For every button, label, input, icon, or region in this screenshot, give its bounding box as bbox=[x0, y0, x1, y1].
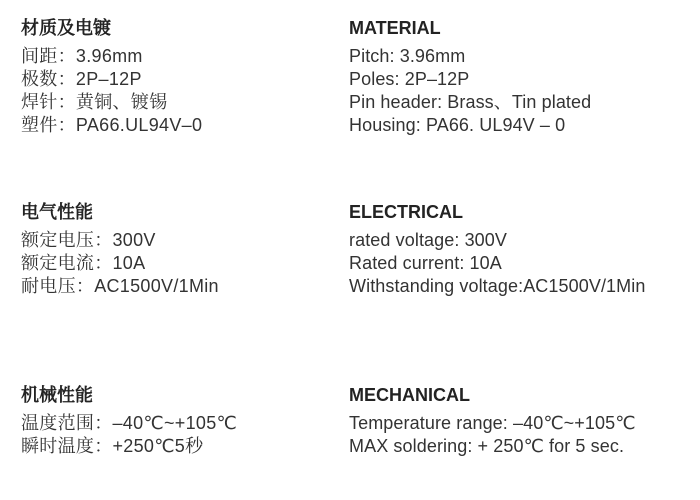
spec-list bbox=[349, 412, 636, 458]
spec-line: Pitch: 3.96mm bbox=[349, 46, 466, 66]
mechanical-section-cn bbox=[21, 384, 237, 458]
spec-line: 额定电流：10A bbox=[21, 253, 146, 273]
material-section-cn bbox=[21, 17, 202, 137]
spec-line: MAX soldering: + 250℃ for 5 sec. bbox=[349, 436, 625, 456]
spec-list bbox=[21, 45, 202, 137]
spec-line: Housing: PA66. UL94V – 0 bbox=[349, 115, 566, 135]
section-heading: 材质及电镀 bbox=[21, 18, 111, 38]
electrical-section-en bbox=[349, 201, 645, 298]
mechanical-section-en bbox=[349, 384, 636, 458]
spec-line: 塑件：PA66.UL94V–0 bbox=[21, 115, 203, 135]
spec-line: Poles: 2P–12P bbox=[349, 69, 470, 89]
section-heading: MECHANICAL bbox=[349, 385, 470, 405]
electrical-section-cn bbox=[21, 201, 219, 298]
spec-line: rated voltage: 300V bbox=[349, 230, 508, 250]
spec-list bbox=[349, 45, 591, 137]
section-heading: 机械性能 bbox=[21, 385, 93, 405]
section-heading: MATERIAL bbox=[349, 18, 441, 38]
spec-list bbox=[21, 229, 219, 298]
spec-line: 极数：2P–12P bbox=[21, 69, 142, 89]
spec-line: Pin header: Brass、Tin plated bbox=[349, 92, 592, 112]
spec-line: 温度范围：–40℃~+105℃ bbox=[21, 413, 238, 433]
spec-line: Temperature range: –40℃~+105℃ bbox=[349, 413, 636, 433]
spec-line: 耐电压：AC1500V/1Min bbox=[21, 276, 219, 296]
section-heading: 电气性能 bbox=[21, 202, 93, 222]
spec-line: Rated current: 10A bbox=[349, 253, 502, 273]
spec-line: 间距：3.96mm bbox=[21, 46, 143, 66]
material-section-en bbox=[349, 17, 591, 137]
spec-line: 焊针：黄铜、镀锡 bbox=[21, 92, 168, 112]
spec-line: 额定电压：300V bbox=[21, 230, 156, 250]
spec-list bbox=[21, 412, 237, 458]
spec-list bbox=[349, 229, 645, 298]
spec-line: Withstanding voltage:AC1500V/1Min bbox=[349, 276, 646, 296]
section-heading: ELECTRICAL bbox=[349, 202, 463, 222]
spec-line: 瞬时温度：+250℃5秒 bbox=[21, 436, 204, 456]
